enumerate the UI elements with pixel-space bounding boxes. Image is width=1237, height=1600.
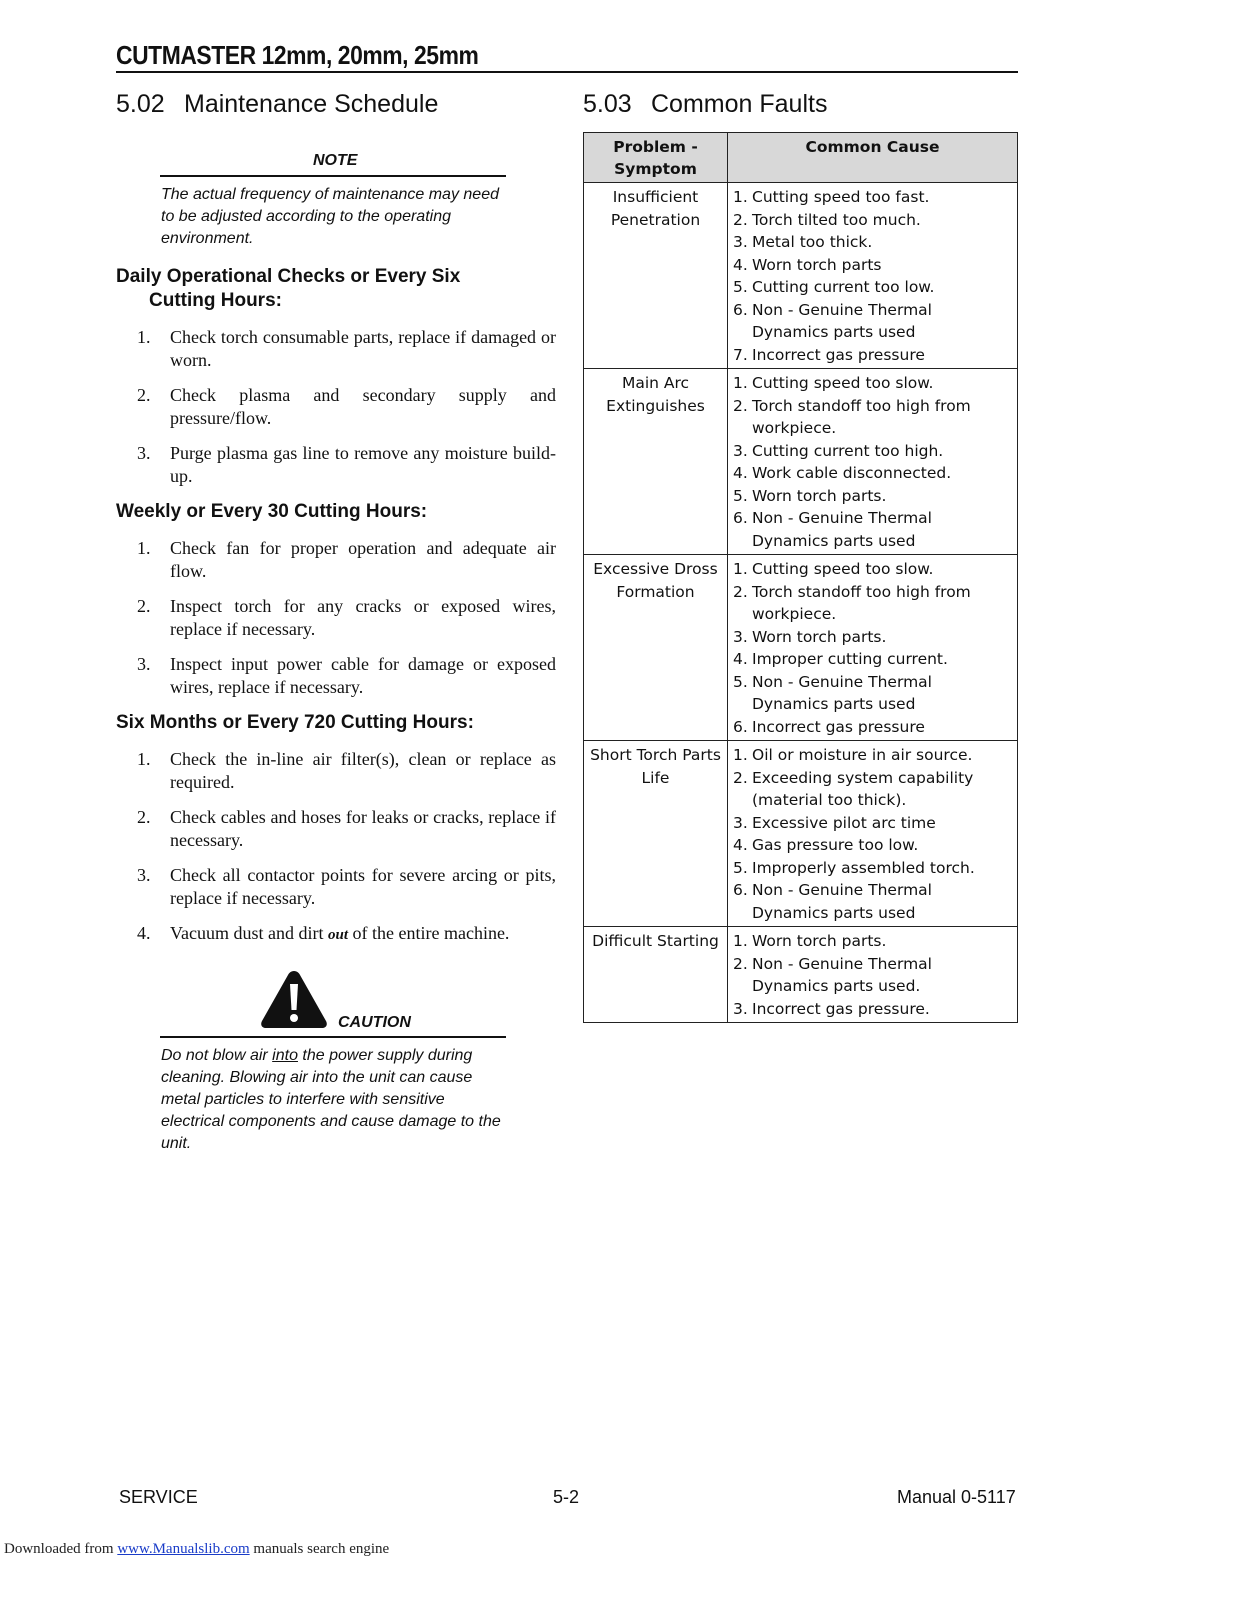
table-row bbox=[584, 927, 1018, 1023]
daily-checklist bbox=[116, 326, 556, 500]
table-row bbox=[584, 741, 1018, 927]
problem-cell: Short Torch Parts Life bbox=[584, 741, 728, 927]
list-item: 1. Check the in-line air filter(s), clean or replace as required. bbox=[137, 749, 556, 792]
column-header-cause: Common Cause bbox=[728, 133, 1018, 183]
list-item: 1. Check torch consumable parts, replace if damaged or worn. bbox=[137, 327, 556, 370]
causes-cell: 1. Cutting speed too slow. 2. Torch standoff too high from workpiece. 3. Cutting current too high. 4. Work cable disconnected. 5. Worn torch parts. 6. Non - Genuine Thermal Dynamics parts used bbox=[728, 369, 1018, 555]
column-header-problem: Problem - Symptom bbox=[584, 133, 728, 183]
causes-cell: 1. Cutting speed too fast. 2. Torch tilted too much. 3. Metal too thick. 4. Worn torch parts 5. Cutting current too low. 6. Non - Genuine Thermal Dynamics parts used 7. Incorrect gas pressure bbox=[728, 183, 1018, 369]
list-item: 3. Purge plasma gas line to remove any moisture build-up. bbox=[137, 443, 556, 486]
list-item: 2. Inspect torch for any cracks or exposed wires, replace if necessary. bbox=[137, 596, 556, 639]
list-item: 4. Vacuum dust and dirt out of the entire machine. bbox=[137, 923, 510, 943]
weekly-checklist bbox=[116, 537, 556, 711]
list-item: 3. Inspect input power cable for damage or exposed wires, replace if necessary. bbox=[137, 654, 556, 697]
section-number: 5.02 bbox=[116, 90, 165, 118]
list-item: 2. Check plasma and secondary supply and pressure/flow. bbox=[137, 385, 556, 428]
causes-cell: 1. Worn torch parts. 2. Non - Genuine Thermal Dynamics parts used. 3. Incorrect gas pressure. bbox=[728, 927, 1018, 1023]
manualslib-link[interactable]: www.Manualslib.com bbox=[117, 1541, 250, 1557]
table-row bbox=[584, 369, 1018, 555]
footer-section: SERVICE bbox=[119, 1487, 198, 1507]
causes-cell: 1. Oil or moisture in air source. 2. Exceeding system capability (material too thick). 3. Excessive pilot arc time 4. Gas pressure too low. 5. Improperly assembled torch. 6. Non - Genuine Thermal Dynamics parts used bbox=[728, 741, 1018, 927]
header-rule bbox=[116, 71, 1018, 73]
footer-manual-number: Manual 0-5117 bbox=[897, 1487, 1016, 1507]
section-title: Maintenance Schedule bbox=[184, 90, 439, 118]
warning-triangle-icon bbox=[260, 968, 328, 1030]
table-header-row bbox=[584, 133, 1018, 183]
problem-cell: Insufficient Penetration bbox=[584, 183, 728, 369]
table-row bbox=[584, 555, 1018, 741]
causes-cell: 1. Cutting speed too slow. 2. Torch standoff too high from workpiece. 3. Worn torch parts. 4. Improper cutting current. 5. Non - Genuine Thermal Dynamics parts used 6. Incorrect gas pressure bbox=[728, 555, 1018, 741]
caution-label: CAUTION bbox=[338, 1014, 411, 1031]
note-text: The actual frequency of maintenance may need to be adjusted according to the operating environment. bbox=[161, 186, 499, 247]
common-faults-table bbox=[583, 132, 1018, 1023]
download-source-line: Downloaded from www.Manualslib.com manuals search engine bbox=[4, 1541, 390, 1557]
section-title: Common Faults bbox=[651, 90, 828, 118]
problem-cell: Difficult Starting bbox=[584, 927, 728, 1023]
section-number: 5.03 bbox=[583, 90, 632, 118]
list-item: 3. Check all contactor points for severe arcing or pits, replace if necessary. bbox=[137, 865, 556, 908]
subhead-daily: Daily Operational Checks or Every Six Cutting Hours: bbox=[116, 266, 461, 311]
maintenance-heading bbox=[116, 90, 438, 119]
faults-heading bbox=[583, 90, 827, 119]
table-row bbox=[584, 183, 1018, 369]
list-item: 1. Check fan for proper operation and adequate air flow. bbox=[137, 538, 556, 581]
problem-cell: Excessive Dross Formation bbox=[584, 555, 728, 741]
problem-cell: Main Arc Extinguishes bbox=[584, 369, 728, 555]
list-item: 2. Check cables and hoses for leaks or cracks, replace if necessary. bbox=[137, 807, 556, 850]
caution-rule bbox=[160, 1036, 506, 1038]
note-rule bbox=[160, 175, 506, 177]
caution-text: Do not blow air into the power supply during cleaning. Blowing air into the unit can cause metal particles to interfere with sensitive electrical components and cause damage to the unit. bbox=[161, 1047, 501, 1152]
subhead-six-months: Six Months or Every 720 Cutting Hours: bbox=[116, 712, 474, 733]
document-title: CUTMASTER 12mm, 20mm, 25mm bbox=[116, 40, 479, 70]
footer-page-number: 5-2 bbox=[553, 1487, 580, 1507]
note-label: NOTE bbox=[313, 152, 358, 169]
six-month-checklist bbox=[116, 748, 556, 959]
subhead-weekly: Weekly or Every 30 Cutting Hours: bbox=[116, 501, 428, 522]
